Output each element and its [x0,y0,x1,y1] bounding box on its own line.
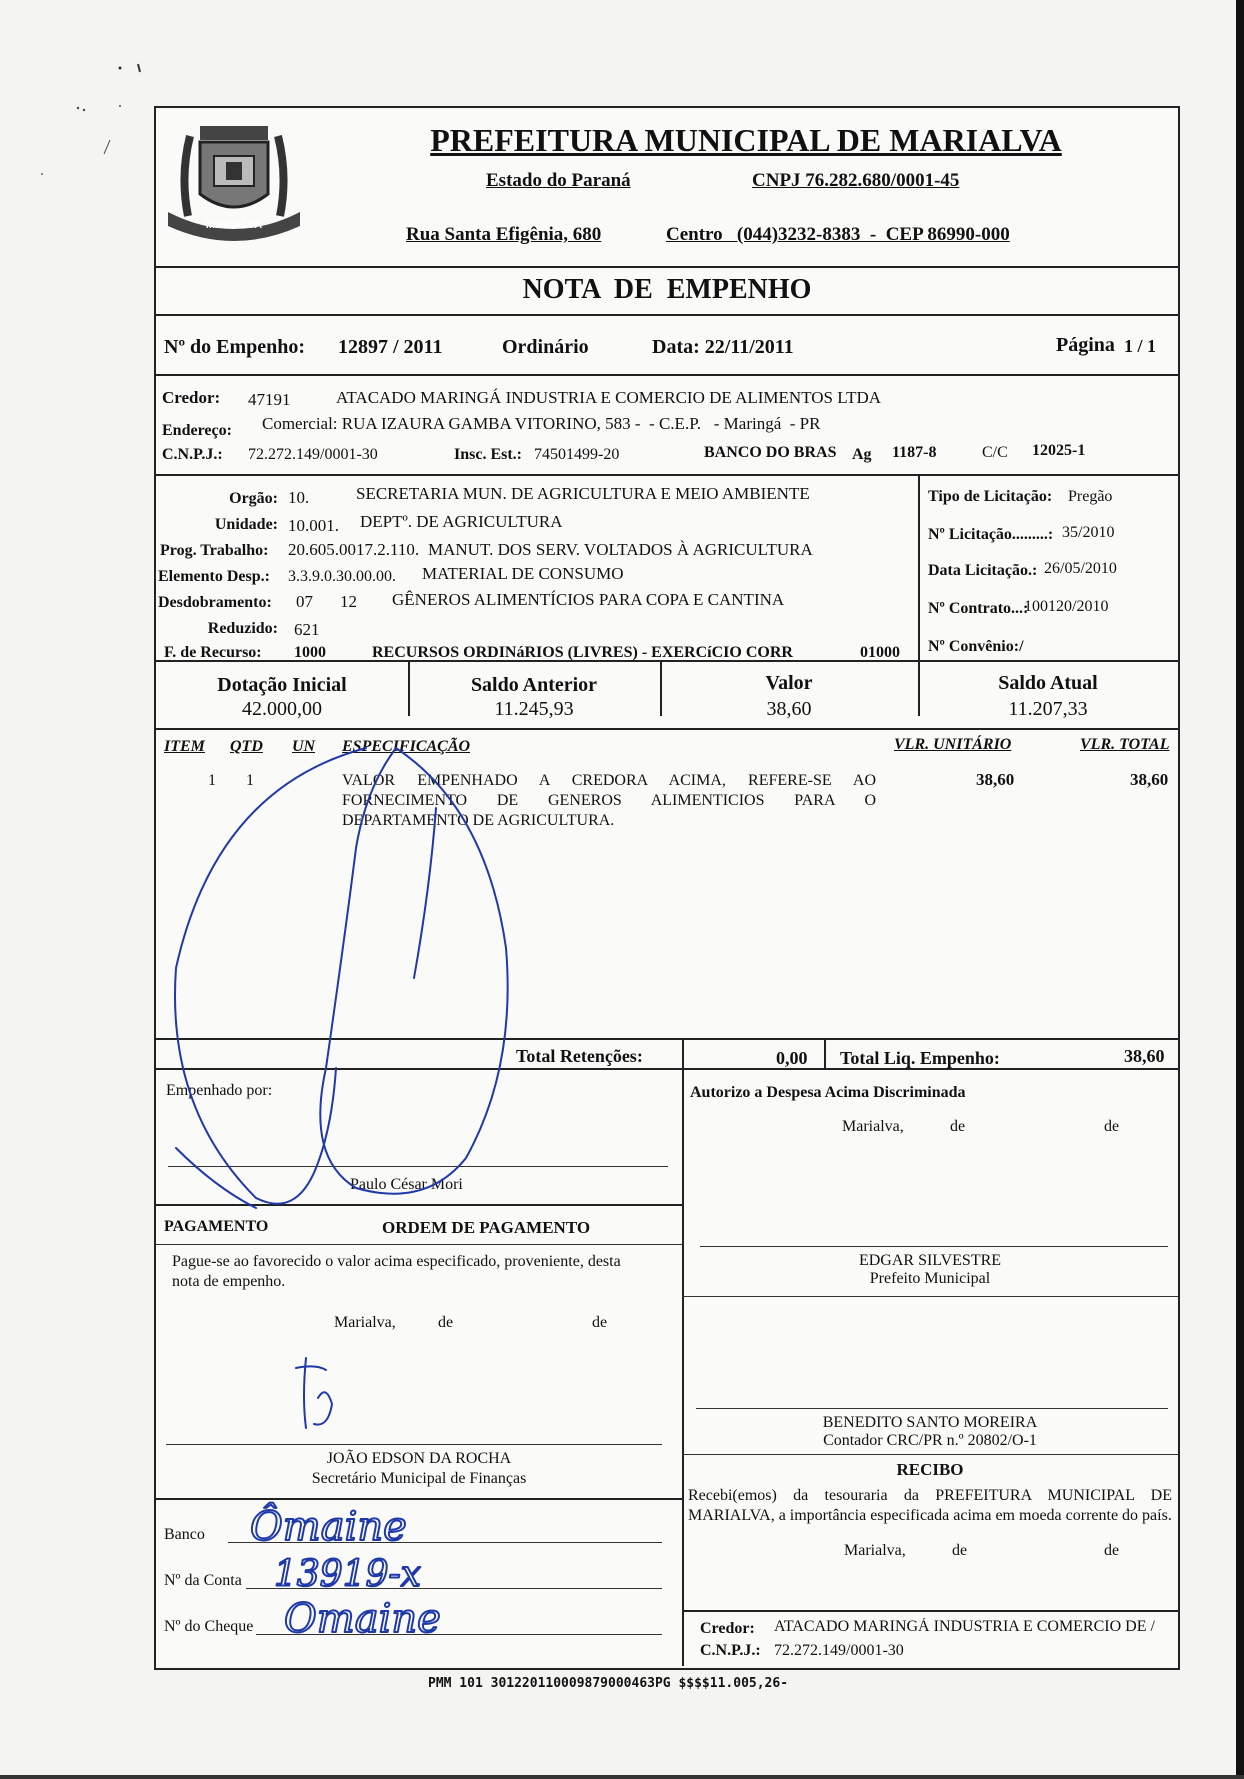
prefeito-role: Prefeito Municipal [869,1270,991,1287]
pagamento-city: Marialva, [334,1314,396,1331]
desdobramento-label: Desdobramento: [158,594,272,611]
conta-handwritten: 13919-x [274,1554,421,1595]
recibo-text: Recebi(emos) da tesouraria da PREFEITURA MUNICIPAL DE MARIALVA, a importância especificada acima em moeda corrente do país. [688,1487,1172,1524]
endereco-label: Endereço: [162,422,232,439]
agency-label: Ag [852,446,872,463]
contador-role: Contador CRC/PR n.º 20802/O-1 [823,1432,1037,1449]
secretario-signature [296,1358,332,1428]
orgao-name: SECRETARIA MUN. DE AGRICULTURA E MEIO AMBIENTE [356,484,810,503]
handwritten-loop [320,748,507,1194]
account-label: C/C [982,444,1008,461]
elemento-code: 3.3.9.0.30.00.00. [288,568,396,585]
pagamento-de2: de [592,1314,608,1331]
fonte-name: RECURSOS ORDINáRIOS (LIVRES) - EXERCíCIO CORR [372,644,793,661]
doc-title: NOTA DE EMPENHO [522,274,812,305]
licitacao-number-label: Nº Licitação.........: [928,526,1054,543]
pagamento-text: Pague-se ao favorecido o valor acima especificado, proveniente, desta nota de empenho. [172,1253,621,1290]
contador-name: BENEDITO SANTO MOREIRA [822,1414,1038,1431]
col-un: UN [292,738,316,755]
reduzido-value: 621 [294,620,320,639]
cnpj-label: C.N.P.J.: [162,446,223,463]
total-retencoes-label: Total Retenções: [516,1046,643,1066]
fonte-num: 01000 [860,644,900,661]
empenho-type: Ordinário [502,336,589,358]
header-cnpj: CNPJ 76.282.680/0001-45 [752,170,960,191]
ordem-pagamento-title: ORDEM DE PAGAMENTO [382,1218,591,1237]
item-desc-line1: VALOR EMPENHADO A CREDORA ACIMA, REFERE-SE AO [342,772,876,789]
secretario-name: JOÃO EDSON DA ROCHA [326,1450,512,1467]
item-valor-total: 38,60 [1130,770,1169,789]
prog-label: Prog. Trabalho: [160,542,269,559]
prefeito-name: EDGAR SILVESTRE [858,1252,1002,1269]
nota-de-empenho-form [154,106,1180,1670]
reduzido-label: Reduzido: [207,620,278,637]
autorizo-de2: de [1104,1118,1120,1135]
footer-stamp: PMM 101 301220110009879000463PG $$$$11.005,26- [428,1676,789,1691]
item-number: 1 [208,772,216,789]
pagamento-de1: de [438,1314,454,1331]
desdobramento-b: 12 [340,592,357,611]
insc-label: Insc. Est.: [454,446,523,463]
autorizo-de1: de [950,1118,966,1135]
handwritten-stroke [176,1148,256,1208]
empenhado-name: Paulo César Mori [350,1176,463,1193]
licitacao-number: 35/2010 [1062,524,1115,541]
unidade-label: Unidade: [214,516,278,533]
item-desc-line3: DEPARTAMENTO DE AGRICULTURA. [342,812,615,829]
col-valor-total: VLR. TOTAL [1080,736,1170,753]
unidade-code: 10.001. [288,516,339,535]
bank-name: BANCO DO BRAS [704,444,837,461]
total-retencoes: 0,00 [776,1048,808,1068]
prog-name: MANUT. DOS SERV. VOLTADOS À AGRICULTURA [428,540,813,559]
orgao-label: Orgão: [229,490,278,507]
unidade-name: DEPTº. DE AGRICULTURA [360,512,563,531]
header-title: PREFEITURA MUNICIPAL DE MARIALVA [430,122,1062,158]
credor-code: 47191 [248,390,291,409]
contrato-label: Nº Contrato...: [928,600,1029,617]
handwritten-stroke [414,808,436,978]
page-label: Página [1056,334,1115,356]
credor-address: Comercial: RUA IZAURA GAMBA VITORINO, 583 - - C.E.P. - Maringá - PR [262,414,821,433]
recibo-de1: de [952,1542,968,1559]
contrato-number: 100120/2010 [1024,598,1109,615]
tipo-licitacao: Pregão [1068,488,1113,505]
header-address-rest: Centro (044)3232-8383 - CEP 86990-000 [666,224,1010,245]
col-qtd: QTD [230,738,263,755]
valor: 38,60 [766,698,812,720]
recibo-title: RECIBO [896,1460,964,1479]
item-desc-line2: FORNECIMENTO DE GENEROS ALIMENTICIOS PARA O [342,792,876,809]
total-liquido-label: Total Liq. Empenho: [840,1048,1000,1068]
credor-label: Credor: [162,388,221,407]
empenho-date: Data: 22/11/2011 [652,336,794,358]
autorizo-city: Marialva, [842,1118,904,1135]
cheque-handwritten: Omaine [284,1596,441,1642]
desdobramento-name: GÊNEROS ALIMENTÍCIOS PARA COPA E CANTINA [392,590,785,609]
prog-code: 20.605.0017.2.110. [288,540,420,559]
col-valor-unitario: VLR. UNITÁRIO [894,736,1012,753]
saldo-atual: 11.207,33 [1008,698,1088,720]
saldo-anterior: 11.245,93 [494,698,574,720]
header-state: Estado do Paraná [486,170,631,191]
header-address: Rua Santa Efigênia, 680 [406,224,602,245]
item-qtd: 1 [246,772,254,789]
credor-cnpj: 72.272.149/0001-30 [248,446,378,463]
recibo-credor-label: Credor: [700,1620,755,1637]
dotacao-inicial: 42.000,00 [242,698,322,720]
recibo-cnpj-label: C.N.P.J.: [700,1642,761,1659]
page-number: 1 / 1 [1124,336,1157,356]
saldo-atual-label: Saldo Atual [998,672,1098,694]
crest-motto: MARIALVA [205,219,263,231]
scan-edge-right [1236,0,1244,1779]
fonte-code: 1000 [294,644,326,661]
orgao-code: 10. [288,488,310,507]
autorizo-label: Autorizo a Despesa Acima Discriminada [690,1084,966,1101]
saldo-anterior-label: Saldo Anterior [470,674,598,696]
elemento-name: MATERIAL DE CONSUMO [422,564,624,583]
empenho-number-label: Nº do Empenho: [164,336,306,358]
scan-edge-bottom [0,1775,1244,1779]
scan-specks [40,50,160,180]
col-item: ITEM [164,738,205,755]
handwritten-initial [175,748,366,1204]
banco-handwritten: Ômaine [250,1504,407,1550]
dotacao-inicial-label: Dotação Inicial [217,674,347,696]
elemento-label: Elemento Desp.: [158,568,270,585]
recibo-credor: ATACADO MARINGÁ INDUSTRIA E COMERCIO DE / [774,1618,1155,1635]
recibo-de2: de [1104,1542,1120,1559]
recibo-cnpj: 72.272.149/0001-30 [774,1642,904,1659]
empenho-number: 12897 / 2011 [338,336,443,358]
licitacao-date: 26/05/2010 [1044,560,1117,577]
col-especificacao: ESPECIFICAÇÃO [342,738,471,755]
handwriting-overlay [156,108,1178,1668]
valor-label: Valor [765,672,813,694]
empenhado-label: Empenhado por: [166,1082,273,1099]
desdobramento-a: 07 [296,592,313,611]
account-value: 12025-1 [1032,442,1086,459]
credor-name: ATACADO MARINGÁ INDUSTRIA E COMERCIO DE ALIMENTOS LTDA [336,388,882,407]
pagamento-label: PAGAMENTO [164,1218,269,1235]
tipo-licitacao-label: Tipo de Licitação: [928,488,1053,505]
item-valor-unitario: 38,60 [976,770,1015,789]
secretario-role: Secretário Municipal de Finanças [311,1470,527,1487]
licitacao-date-label: Data Licitação.: [928,562,1038,579]
insc-value: 74501499-20 [534,446,620,463]
fonte-label: F. de Recurso: [164,644,262,661]
convenio-label: Nº Convênio:/ [928,638,1024,655]
agency-value: 1187-8 [892,444,937,461]
banco-label: Banco [164,1526,205,1543]
conta-label: Nº da Conta [164,1572,242,1589]
cheque-label: Nº do Cheque [164,1618,254,1635]
total-liquido: 38,60 [1124,1046,1165,1066]
recibo-city: Marialva, [844,1542,906,1559]
